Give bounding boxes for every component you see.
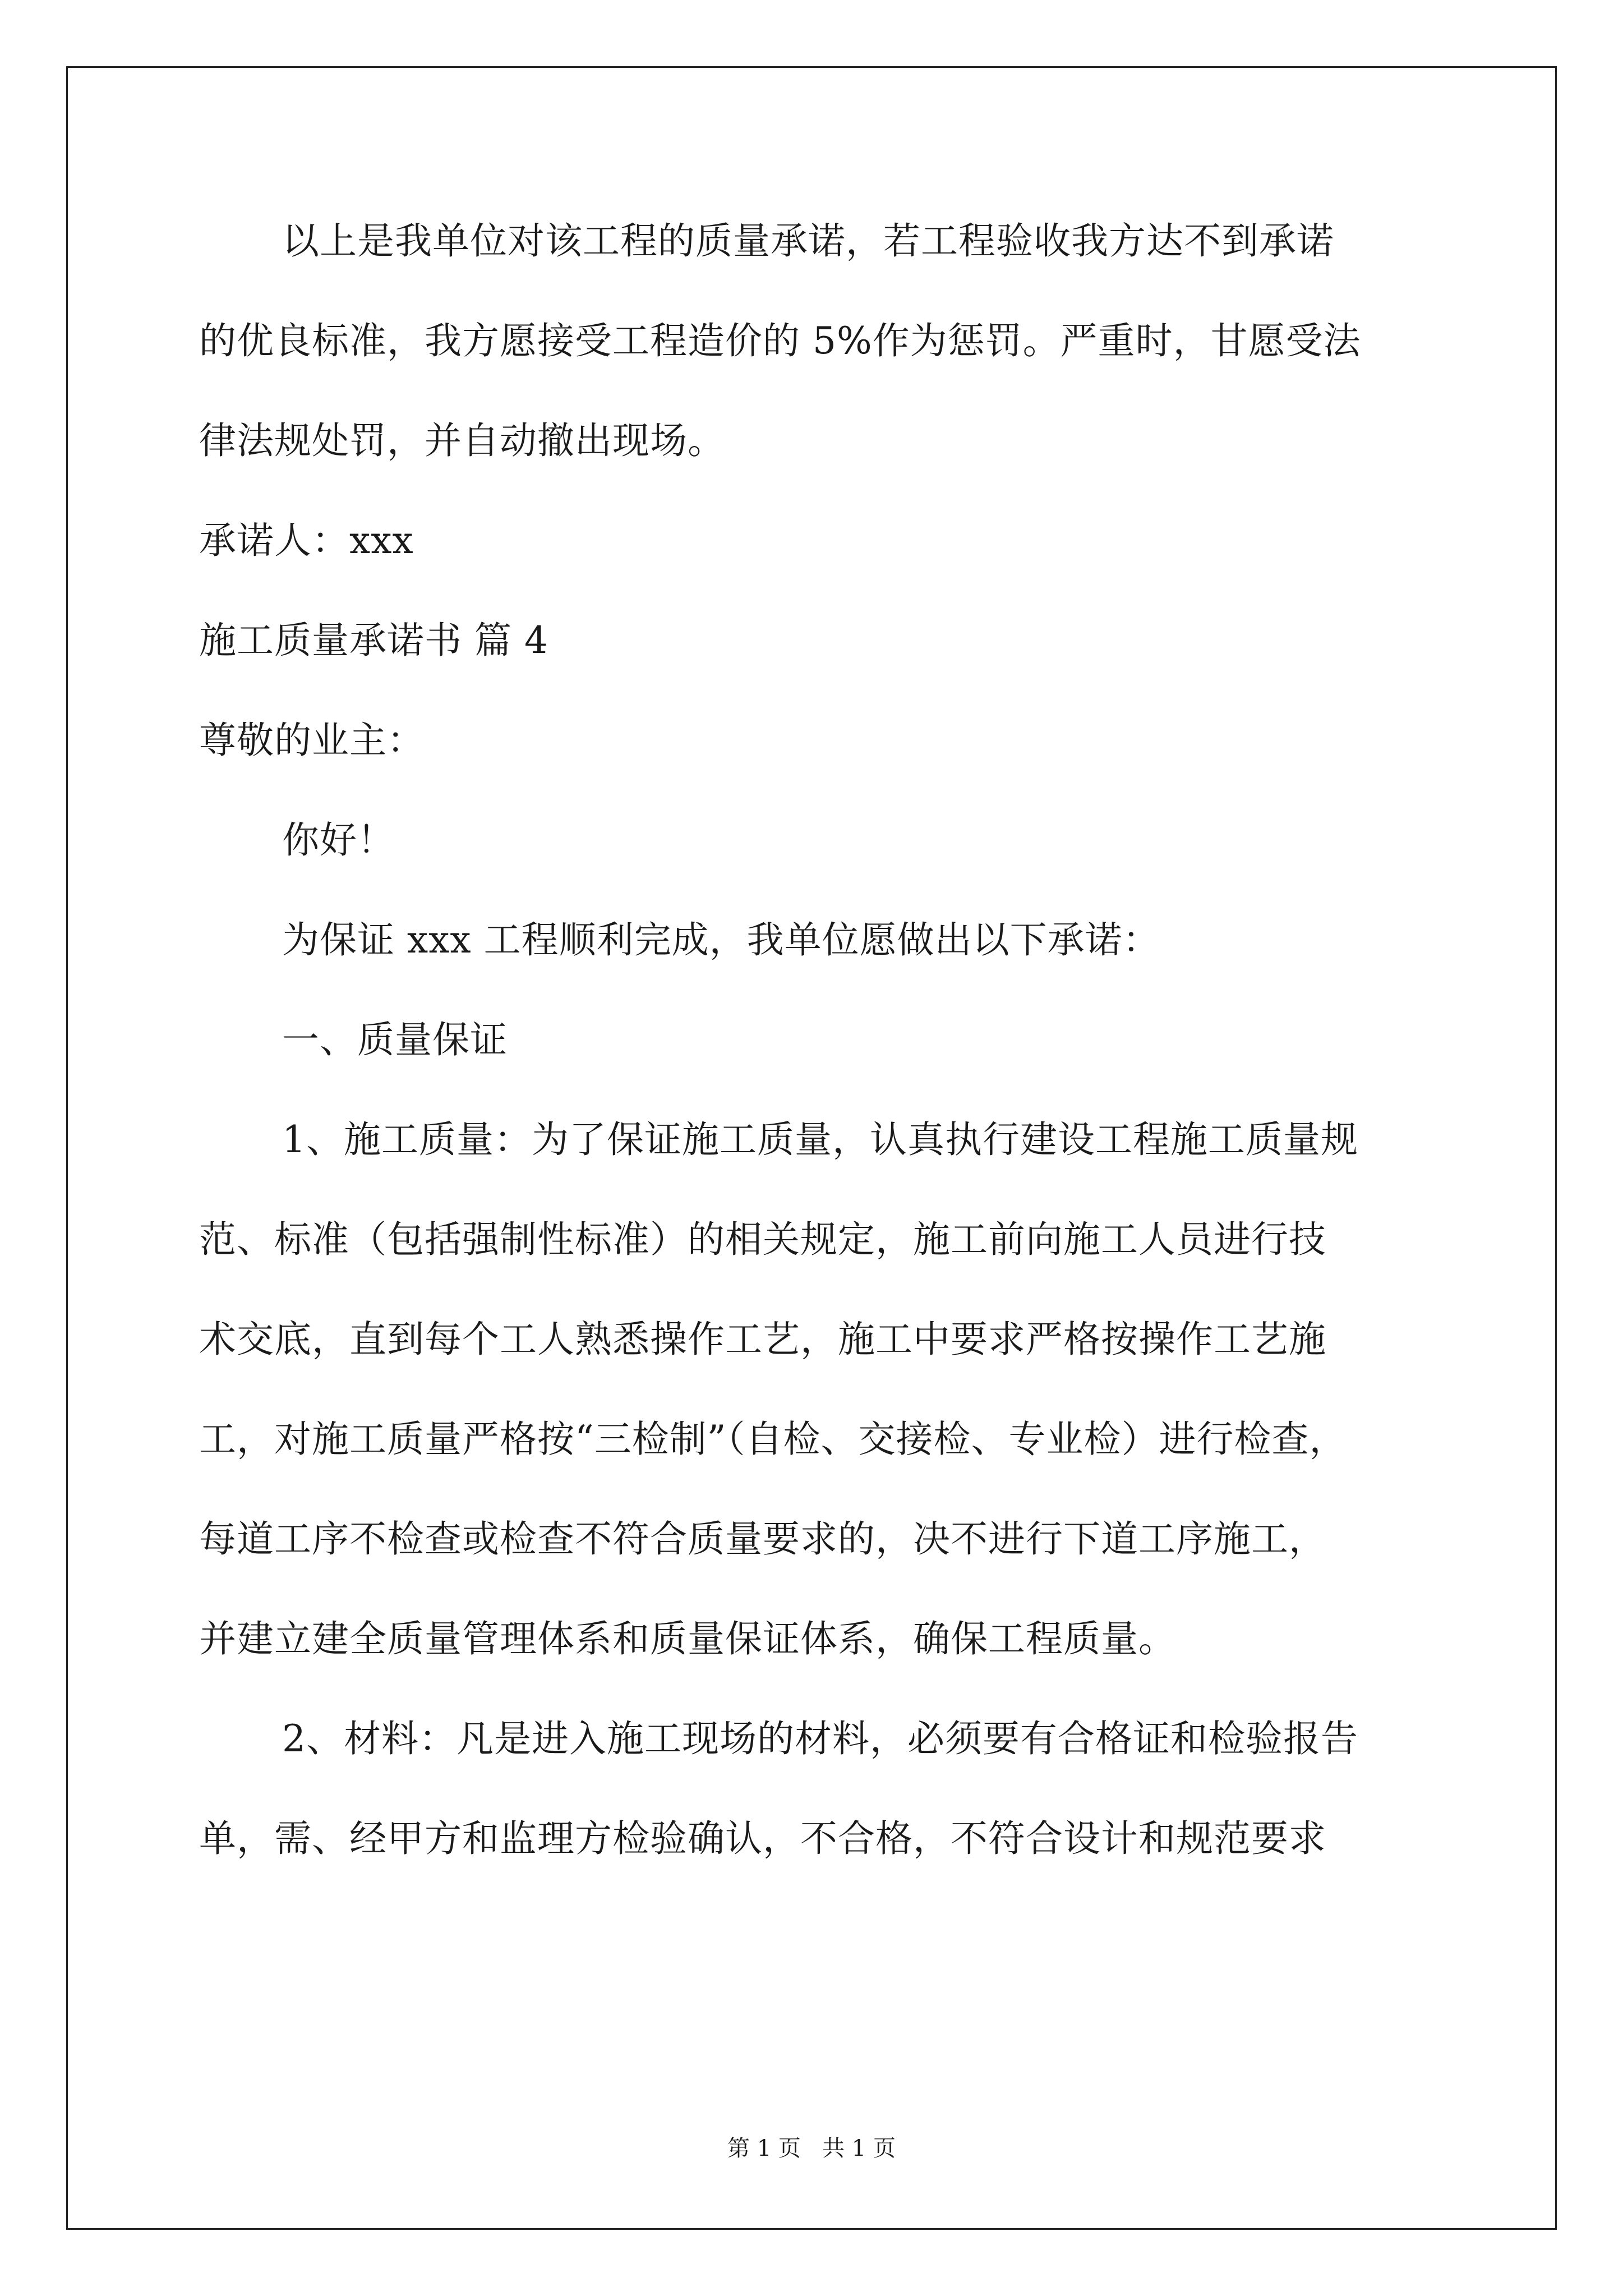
paragraph-line: 以上是我单位对该工程的质量承诺，若工程验收我方达不到承诺 bbox=[282, 219, 1334, 263]
paragraph-line: 为保证 xxx 工程顺利完成，我单位愿做出以下承诺： bbox=[282, 918, 1160, 961]
paragraph-line: 并建立建全质量管理体系和质量保证体系，确保工程质量。 bbox=[199, 1617, 1176, 1660]
signatory-line: 承诺人：xxx bbox=[199, 519, 414, 562]
paragraph-line: 每道工序不检查或检查不符合质量要求的，决不进行下道工序施工， bbox=[199, 1517, 1326, 1561]
paragraph-line: 术交底，直到每个工人熟悉操作工艺，施工中要求严格按操作工艺施 bbox=[199, 1318, 1326, 1361]
paragraph-line: 单，需、经甲方和监理方检验确认，不合格，不符合设计和规范要求 bbox=[199, 1817, 1326, 1860]
paragraph-line: 1、施工质量：为了保证施工质量，认真执行建设工程施工质量规 bbox=[282, 1118, 1358, 1161]
paragraph-line: 工，对施工质量严格按“三检制”（自检、交接检、专业检）进行检查， bbox=[199, 1418, 1347, 1461]
section-heading: 施工质量承诺书 篇 4 bbox=[199, 619, 548, 662]
paragraph-line: 的优良标准，我方愿接受工程造价的 5%作为惩罚。严重时，甘愿受法 bbox=[199, 319, 1361, 362]
greeting: 你好！ bbox=[282, 818, 395, 862]
paragraph-line: 律法规处罚，并自动撤出现场。 bbox=[199, 419, 725, 462]
paragraph-line: 2、材料：凡是进入施工现场的材料，必须要有合格证和检验报告 bbox=[282, 1717, 1358, 1760]
subsection-heading: 一、质量保证 bbox=[282, 1018, 508, 1061]
salutation: 尊敬的业主： bbox=[199, 719, 425, 762]
page-footer: 第 1 页 共 1 页 bbox=[727, 2136, 896, 2161]
paragraph-line: 范、标准（包括强制性标准）的相关规定，施工前向施工人员进行技 bbox=[199, 1218, 1326, 1261]
